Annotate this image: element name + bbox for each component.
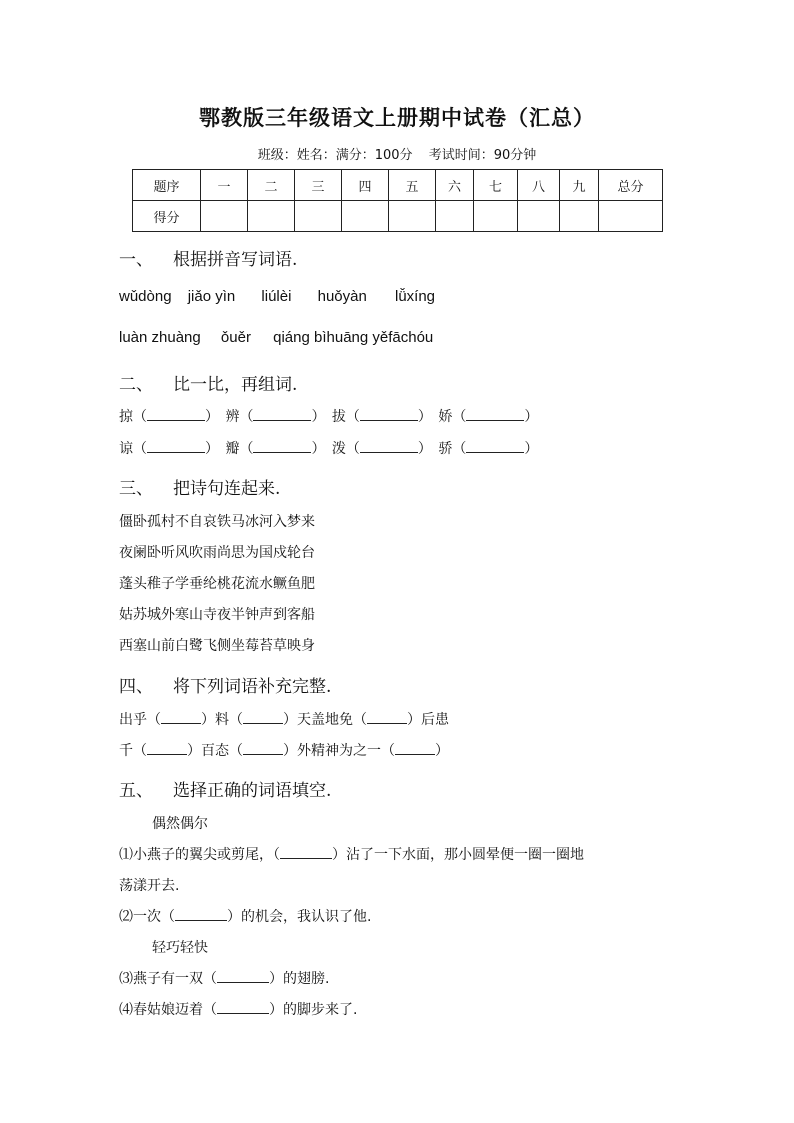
poem-line: 姑苏城外寒山寺夜半钟声到客船 <box>119 607 315 623</box>
paren: ） <box>283 712 297 728</box>
section-number: 三、 <box>119 479 153 499</box>
char: 辨 <box>225 409 240 425</box>
score-table <box>132 169 663 232</box>
paren: （ <box>133 441 147 457</box>
section-title: 把诗句连起来. <box>173 479 281 499</box>
score-cell[interactable] <box>560 201 599 232</box>
paren: ） <box>227 909 241 925</box>
paren: （ <box>161 909 175 925</box>
score-cell[interactable] <box>295 201 342 232</box>
idiom-part: 千 <box>119 743 133 759</box>
page-title: 鄂教版三年级语文上册期中试卷（汇总） <box>199 105 595 130</box>
score-cell[interactable] <box>389 201 436 232</box>
section-number: 五、 <box>119 781 153 801</box>
char: 泼 <box>331 441 346 457</box>
answer-blank[interactable] <box>360 440 418 453</box>
score-cell[interactable] <box>474 201 518 232</box>
paren: （ <box>147 712 161 728</box>
question-3 <box>119 968 329 988</box>
paren: （ <box>452 409 467 425</box>
question-text: ⑶燕子有一双 <box>119 971 203 987</box>
score-cell[interactable] <box>248 201 295 232</box>
section-title: 根据拼音写词语. <box>173 250 298 270</box>
pinyin-item: qiáng bìhuāng yěfāchóu <box>273 329 434 346</box>
paren: （ <box>452 441 467 457</box>
paren: （ <box>229 743 243 759</box>
header-cell: 题序 <box>133 170 201 201</box>
pinyin-item: wǔdòng <box>119 288 172 305</box>
paren: ） <box>524 441 539 457</box>
section-number: 二、 <box>119 375 153 395</box>
paren: （ <box>203 1002 217 1018</box>
question-text: ⑷春姑娘迈着 <box>119 1002 203 1018</box>
section-number: 一、 <box>119 250 153 270</box>
section-title: 选择正确的词语填空. <box>173 781 332 801</box>
paren: ） <box>417 409 432 425</box>
paren: ） <box>417 441 432 457</box>
section-5-heading <box>119 776 331 801</box>
poem-line: 僵卧孤村不自哀铁马冰河入梦来 <box>119 514 315 530</box>
answer-blank[interactable] <box>217 970 269 983</box>
idiom-row-1 <box>119 709 449 729</box>
exam-info <box>0 144 794 163</box>
paren: ） <box>205 409 219 425</box>
paren: ） <box>205 441 219 457</box>
question-1-cont: 荡漾开去. <box>119 878 180 894</box>
paren: （ <box>133 409 147 425</box>
pinyin-item: jiǎo yìn <box>187 288 236 305</box>
answer-blank[interactable] <box>466 408 524 421</box>
compare-row-2 <box>119 438 540 458</box>
paren: （ <box>133 743 147 759</box>
paren: ） <box>283 743 297 759</box>
section-3-heading <box>119 474 280 499</box>
paren: （ <box>239 441 254 457</box>
paren: ） <box>269 1002 283 1018</box>
question-text: ⑵一次 <box>119 909 161 925</box>
paren: ） <box>332 847 346 863</box>
paren: （ <box>203 971 217 987</box>
pinyin-item: ǒuěr <box>220 329 251 346</box>
pinyin-item: lǚxíng <box>395 288 436 305</box>
answer-blank[interactable] <box>360 408 418 421</box>
answer-blank[interactable] <box>243 742 283 755</box>
answer-blank[interactable] <box>466 440 524 453</box>
paren: ） <box>311 441 326 457</box>
paren: （ <box>239 409 254 425</box>
paren: ） <box>407 712 421 728</box>
answer-blank[interactable] <box>280 846 332 859</box>
class-name-score: 班级：姓名：满分：100分 <box>257 148 413 163</box>
paren: （ <box>273 847 280 863</box>
idiom-part: 料 <box>215 712 229 728</box>
section-4-heading <box>119 672 331 697</box>
question-1 <box>119 844 584 864</box>
question-text: 沾了一下水面，那小圆晕便一圈一圈地 <box>346 847 584 863</box>
paren: ） <box>311 409 326 425</box>
pinyin-item: huǒyàn <box>317 288 367 305</box>
paren: ） <box>524 409 539 425</box>
header-cell: 二 <box>248 170 295 201</box>
question-text: 的翅膀. <box>283 971 330 987</box>
word-choices-2: 轻巧轻快 <box>152 940 208 956</box>
paren: （ <box>345 409 360 425</box>
header-cell: 三 <box>295 170 342 201</box>
answer-blank[interactable] <box>147 742 187 755</box>
row-label: 得分 <box>133 201 201 232</box>
header-cell: 四 <box>342 170 389 201</box>
paren: ） <box>435 743 449 759</box>
question-text: 的脚步来了. <box>283 1002 358 1018</box>
pinyin-item: luàn zhuàng <box>119 329 201 346</box>
header-cell: 一 <box>201 170 248 201</box>
pinyin-item: liúlèi <box>261 288 292 305</box>
answer-blank[interactable] <box>175 908 227 921</box>
score-cell[interactable] <box>599 201 663 232</box>
paren: ） <box>269 971 283 987</box>
char: 拔 <box>331 409 346 425</box>
pinyin-row-1 <box>119 288 447 305</box>
char: 掠 <box>119 409 133 425</box>
question-text: ⑴小燕子的翼尖或剪尾， <box>119 847 273 863</box>
answer-blank[interactable] <box>243 711 283 724</box>
answer-blank[interactable] <box>395 742 435 755</box>
exam-time: 考试时间：90分钟 <box>428 148 537 163</box>
paren: ） <box>201 712 215 728</box>
idiom-part: 后患 <box>421 712 449 728</box>
poem-line: 西塞山前白鹭飞侧坐莓苔草映身 <box>119 638 315 654</box>
char: 骄 <box>438 441 453 457</box>
answer-blank[interactable] <box>367 711 407 724</box>
score-table-header-row <box>133 170 663 201</box>
pinyin-row-2 <box>119 329 445 346</box>
section-1-heading <box>119 245 297 270</box>
paren: ） <box>187 743 201 759</box>
header-cell: 八 <box>518 170 560 201</box>
idiom-part: 天盖地免 <box>297 712 353 728</box>
paren: （ <box>345 441 360 457</box>
answer-blank[interactable] <box>217 1001 269 1014</box>
word-choices-1: 偶然偶尔 <box>152 816 208 832</box>
section-2-heading <box>119 370 297 395</box>
question-4 <box>119 999 357 1019</box>
header-cell: 总分 <box>599 170 663 201</box>
answer-blank[interactable] <box>253 440 311 453</box>
header-cell: 七 <box>474 170 518 201</box>
header-cell: 六 <box>436 170 474 201</box>
score-cell[interactable] <box>201 201 248 232</box>
char: 娇 <box>438 409 453 425</box>
idiom-part: 百态 <box>201 743 229 759</box>
section-number: 四、 <box>119 677 153 697</box>
paren: （ <box>353 712 367 728</box>
answer-blank[interactable] <box>147 408 205 421</box>
score-cell[interactable] <box>342 201 389 232</box>
idiom-part: 外精神为之一 <box>297 743 381 759</box>
question-text: 的机会，我认识了他. <box>241 909 372 925</box>
question-2 <box>119 906 371 926</box>
score-table-score-row <box>133 201 663 232</box>
poem-line: 夜阑卧听风吹雨尚思为国戍轮台 <box>119 545 315 561</box>
compare-row-1 <box>119 406 540 426</box>
score-cell[interactable] <box>436 201 474 232</box>
answer-blank[interactable] <box>161 711 201 724</box>
poem-line: 蓬头稚子学垂纶桃花流水鳜鱼肥 <box>119 576 315 592</box>
answer-blank[interactable] <box>253 408 311 421</box>
header-cell: 九 <box>560 170 599 201</box>
paren: （ <box>381 743 395 759</box>
score-cell[interactable] <box>518 201 560 232</box>
char: 谅 <box>119 441 133 457</box>
section-title: 将下列词语补充完整. <box>173 677 332 697</box>
section-title: 比一比，再组词. <box>173 375 298 395</box>
idiom-row-2 <box>119 740 449 760</box>
idiom-part: 出乎 <box>119 712 147 728</box>
header-cell: 五 <box>389 170 436 201</box>
answer-blank[interactable] <box>147 440 205 453</box>
paren: （ <box>229 712 243 728</box>
char: 瓣 <box>225 441 240 457</box>
